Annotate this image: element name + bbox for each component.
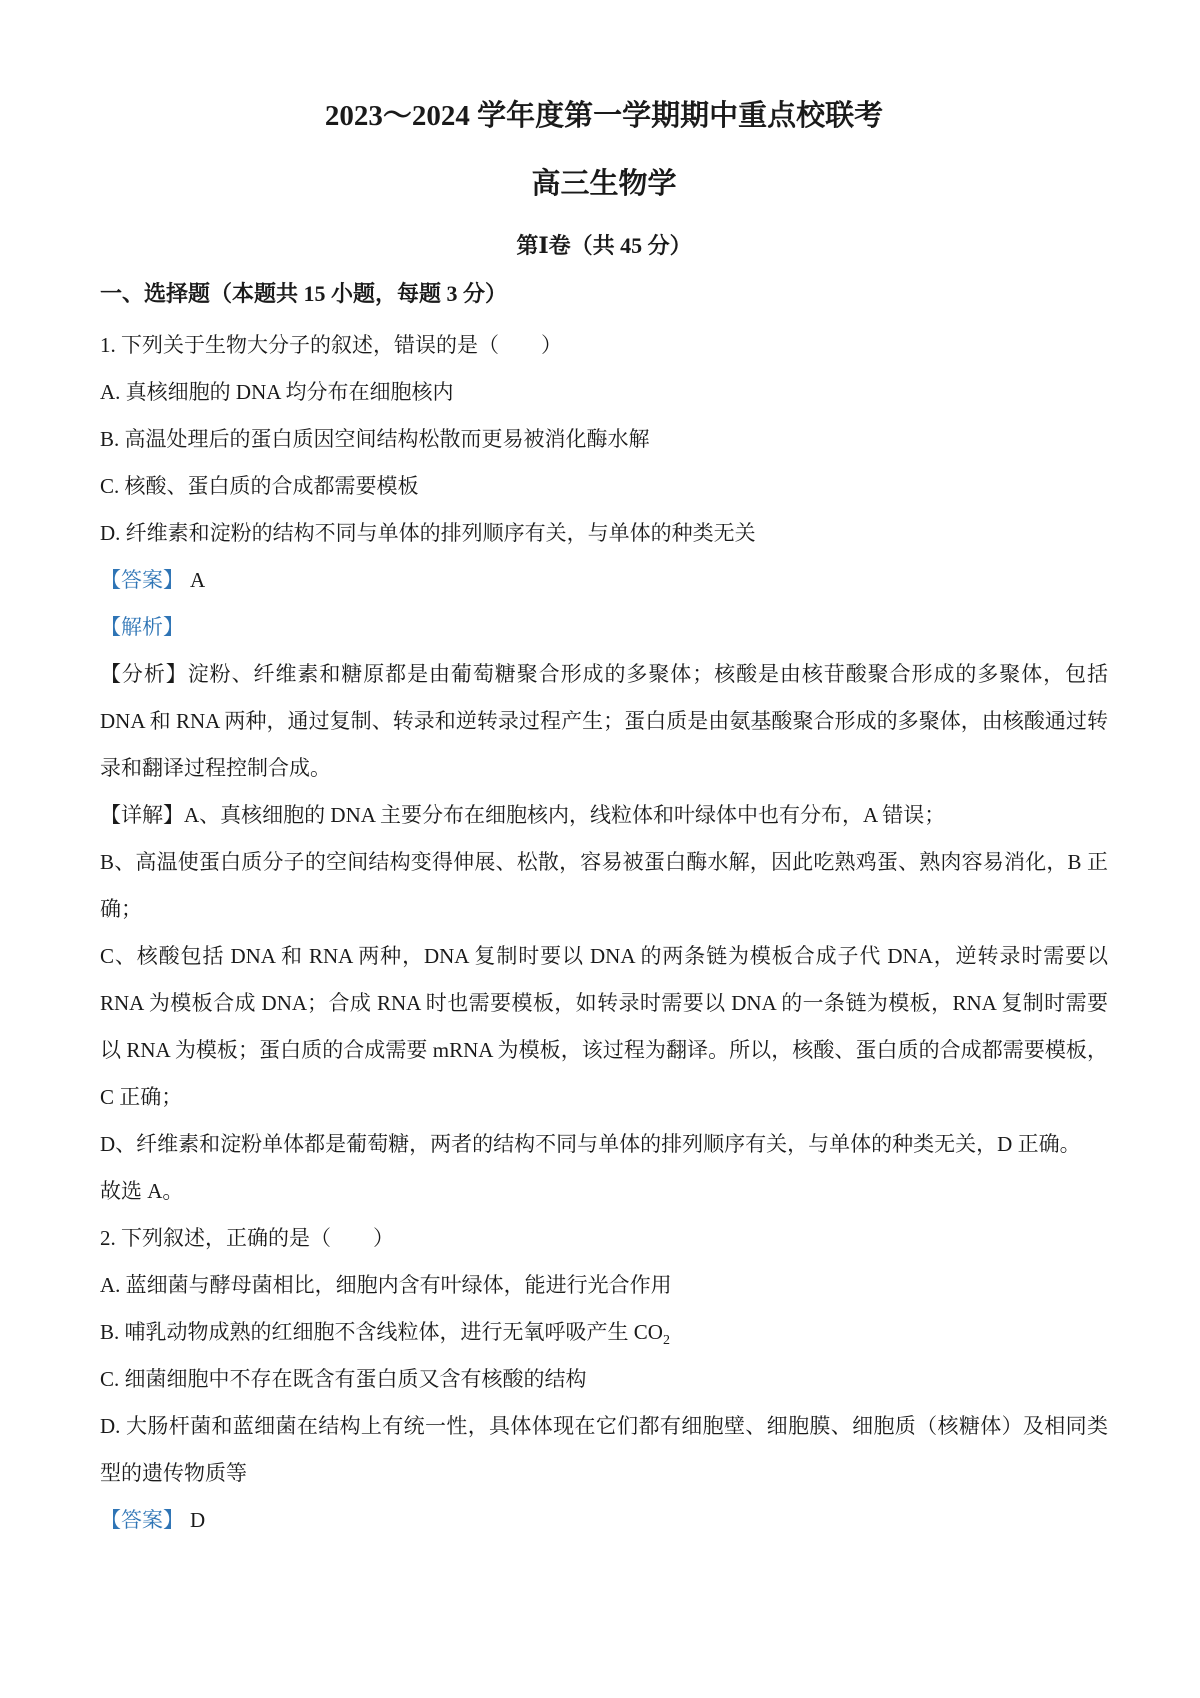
co2-subscript: 2 [662,1333,670,1349]
exam-body [100,322,1108,1544]
q2-option-c: C. 细菌细胞中不存在既含有蛋白质又含有核酸的结构 [100,1367,587,1391]
q1-answer-line [100,557,1108,604]
q2-answer-label: 【答案】 [100,1508,184,1532]
q1-stem: 1. 下列关于生物大分子的叙述，错误的是（ ） [100,333,562,357]
q1-detail-paragraph-a: 【详解】A、真核细胞的 DNA 主要分布在细胞核内，线粒体和叶绿体中也有分布，A 错误； [100,803,946,827]
q2-answer-line [100,1497,1108,1544]
doc-header [100,96,1108,310]
q2-option-b-text: B. 哺乳动物成熟的红细胞不含线粒体，进行无氧呼吸产生 CO [100,1320,663,1344]
exam-session-title: 2023～2024 学年度第一学期期中重点校联考 [324,100,884,132]
q1-analysis-label: 【解析】 [100,615,184,639]
q1-option-d: D. 纤维素和淀粉的结构不同与单体的排列顺序有关，与单体的种类无关 [100,521,756,545]
q1-analysis-paragraph: 【分析】淀粉、纤维素和糖原都是由葡萄糖聚合形成的多聚体；核酸是由核苷酸聚合形成的多聚体，包括 DNA 和 RNA 两种，通过复制、转录和逆转录过程产生；蛋白质是由氨基酸聚合形成的多聚体，由核酸通过转录和翻译过程控制合成。 [100,662,1108,780]
q2-option-d: D. 大肠杆菌和蓝细菌在结构上有统一性，具体体现在它们都有细胞壁、细胞膜、细胞质（核糖体）及相同类型的遗传物质等 [100,1414,1108,1485]
q2-answer-value: D [190,1508,206,1532]
q1-option-b: B. 高温处理后的蛋白质因空间结构松散而更易被消化酶水解 [100,427,650,451]
q1-detail-paragraph-b: B、高温使蛋白质分子的空间结构变得伸展、松散，容易被蛋白酶水解，因此吃熟鸡蛋、熟肉容易消化，B 正确； [100,850,1108,921]
q2-option-a: A. 蓝细菌与酵母菌相比，细胞内含有叶绿体，能进行光合作用 [100,1273,672,1297]
q1-option-a: A. 真核细胞的 DNA 均分布在细胞核内 [100,380,454,404]
q1-answer-label: 【答案】 [100,568,184,592]
q1-detail-paragraph-d: D、纤维素和淀粉单体都是葡萄糖，两者的结构不同与单体的排列顺序有关，与单体的种类无关，D 正确。 [100,1132,1081,1156]
exam-subject-title: 高三生物学 [531,168,677,200]
q1-answer-value: A [190,568,206,592]
q1-analysis-label-line [100,604,1108,651]
q1-option-c: C. 核酸、蛋白质的合成都需要模板 [100,474,419,498]
q1-detail-paragraph-c: C、核酸包括 DNA 和 RNA 两种，DNA 复制时要以 DNA 的两条链为模板合成子代 DNA，逆转录时需要以 RNA 为模板合成 DNA；合成 RNA 时也需要模板，如转录时需要以 DNA 的一条链为模板，RNA 复制时需要以 RNA 为模板；蛋白质的合成需要 mRNA 为模板，该过程为翻译。所以，核酸、蛋白质的合成都需要模板，C 正确； [100,944,1108,1109]
q2-option-b [100,1309,1108,1356]
q1-conclusion: 故选 A。 [100,1179,184,1203]
section-one-heading: 一、选择题（本题共 15 小题，每题 3 分） [100,281,508,306]
volume-heading: 第Ⅰ卷（共 45 分） [516,233,692,258]
q2-stem: 2. 下列叙述，正确的是（ ） [100,1226,394,1250]
